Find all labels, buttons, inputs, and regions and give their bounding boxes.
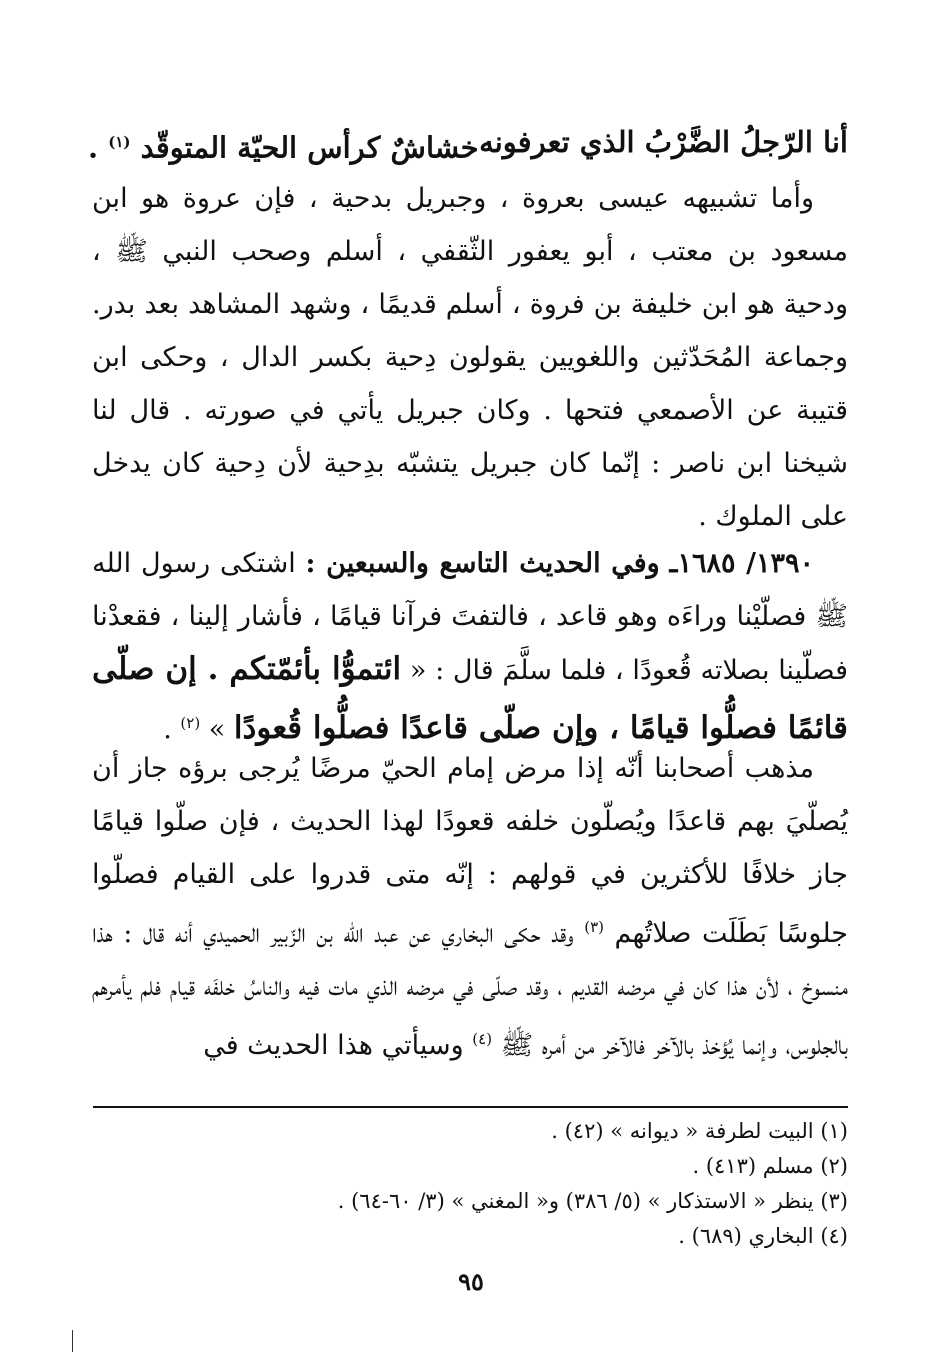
- footnote-divider: [93, 1106, 848, 1108]
- quote-open: «: [409, 655, 427, 686]
- hadith-quote: ائتموُّا بأئمّتكم . إن صلّى قائمًا فصلُّوا قيامًا ، وإن صلّى قاعدًا فصلُّوا قُعودًا: [92, 651, 848, 746]
- footnote-4: (٤) البخاري (٦٨٩) .: [678, 1224, 848, 1248]
- hadith-paragraph: [92, 537, 848, 756]
- paragraph-explanation: وأما تشبيهه عيسى بعروة ، وجبريل بدحية ، فإن عروة هو ابن مسعود بن معتب ، أبو يعفور الثّقفي ، أسلم وصحب النبي ﷺ ، ودحية هو ابن خليفة بن فروة ، أسلم قديمًا ، وشهد المشاهد بعد بدر. وجماعة المُحَدّثين واللغويين يقولون دِحية بكسر الدال ، وحكى ابن قتيبة عن الأصمعي فتحها . وكان جبريل يأتي في صورته . قال لنا شيخنا ابن ناصر : إنّما كان جبريل يتشبّه بدِحية لأن دِحية كان يدخل على الملوك .: [92, 183, 848, 532]
- footnote-2: (٢) مسلم (٤١٣) .: [692, 1154, 848, 1178]
- paragraph-commentary: [92, 742, 848, 1072]
- footnotes: [92, 1114, 848, 1254]
- footnote-ref-3: (٣): [584, 918, 604, 936]
- poem-verse: [88, 112, 848, 172]
- footnote-ref-1: (١): [108, 133, 131, 151]
- footnote-3: (٣) ينظر « الاستذكار » (٥/ ٣٨٦) و« المغني » (٣/ ٦٠-٦٤) .: [337, 1189, 848, 1213]
- verse-second-hemistich-text: خشاشٌ كرأس الحيّة المتوقّد: [140, 130, 479, 165]
- commentary-text-1: مذهب أصحابنا أنّه إذا مرض إمام الحيّ مرضًا يُرجى برؤه جاز أن يُصلّيَ بهم قاعدًا ويُصلّون خلفه قعودًا لهذا الحديث ، فإن صلّوا قيامًا جاز خلافًا للأكثرين في قولهم : إنّه متى قدروا على القيام فصلّوا جلوسًا بَطَلَت صلاتُهم: [92, 753, 848, 949]
- verse-first-hemistich: أنا الرّجلُ الضَّرْبُ الذي تعرفونه: [479, 125, 848, 159]
- quote-close: »: [208, 714, 226, 745]
- hadith-text: اشتكى رسول الله ﷺ فصلّيْنا وراءَه وهو قاعد ، فالتفتَ فرآنا قيامًا ، فأشار إلينا ، فقعدْنا فصلّينا بصلاته قُعودًا ، فلما سلَّمَ قال :: [92, 548, 848, 686]
- footnote-1: (١) البيت لطرفة « ديوانه » (٤٢) .: [551, 1119, 848, 1143]
- footnote-ref-4: (٤): [472, 1030, 493, 1048]
- verse-second-hemistich: [88, 112, 479, 178]
- verse-end-mark: .: [88, 130, 99, 165]
- hadith-heading: وفي الحديث التاسع والسبعين :: [305, 548, 660, 579]
- scan-mark: [72, 1330, 73, 1352]
- hadith-end-mark: .: [163, 714, 172, 745]
- commentary-text-3: وسيأتي هذا الحديث في: [203, 1030, 464, 1061]
- footnote-ref-2: (٢): [180, 714, 201, 732]
- hadith-number: ١٣٩٠/ ١٦٨٥ـ: [669, 548, 814, 579]
- page-number: ٩٥: [458, 1267, 484, 1296]
- commentary-text-2: وقد حكى البخاري عن عبد الله بن الزّبير الحميدي أنه قال : هذا منسوخ ، لأن هذا كان في مرضه القديم ، وقد صلّى في مرضه الذي مات فيه والناسُ خلفَه قيام فلم يأمرهم بالجلوس، وإنما يُؤخذ بالآخر فالآخر من أمره ﷺ: [92, 918, 848, 1061]
